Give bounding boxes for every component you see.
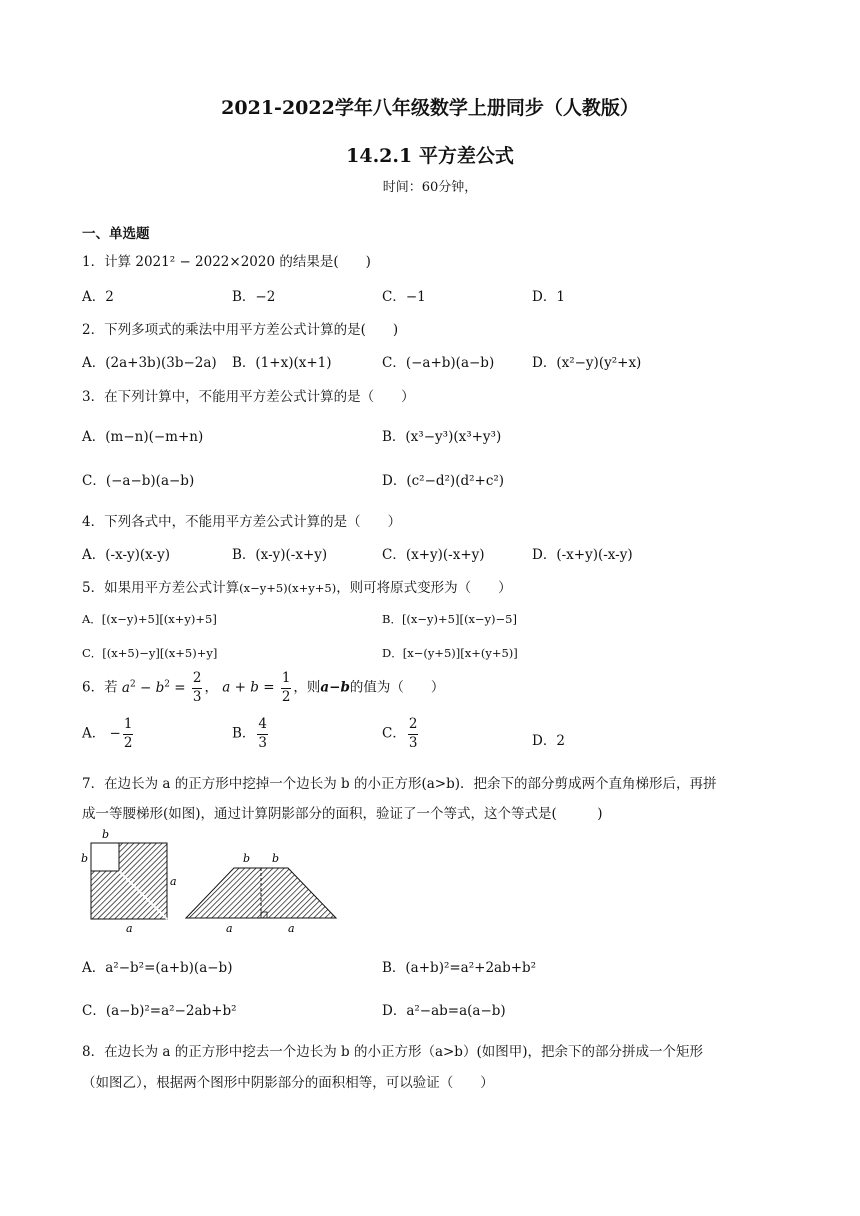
q6-option-a: A． − $\frac{1}{2}$: [82, 716, 133, 751]
question-3-stem: 3．在下列计算中，不能用平方差公式计算的是（ ）: [82, 389, 415, 405]
q6-sep: ，: [204, 679, 218, 696]
q6-eq2: a + b =: [222, 679, 275, 696]
q6-target: a−b: [320, 679, 350, 696]
question-1-stem: 1．计算 2021² − 2022×2020 的结果是( ): [82, 254, 371, 270]
q6-option-c: C． $\frac{2}{3}$: [382, 716, 418, 751]
q2-option-c: C．(−a+b)(a−b): [382, 355, 495, 371]
q4-option-a: A．(-x-y)(x-y): [82, 547, 171, 563]
q6-frac-half: $\frac{1}{2}$: [281, 670, 291, 705]
fig-trap-b2: b: [272, 852, 280, 865]
q2-option-d: D．(x²−y)(y²+x): [532, 355, 642, 371]
q6-option-d: D．2: [532, 733, 565, 749]
q5-option-d: D．[x−(y+5)][x+(y+5)]: [382, 646, 518, 660]
fig-trap-a2: a: [288, 922, 295, 935]
q3-option-c: C．(−a−b)(a−b): [82, 473, 195, 489]
fig-label-a-right: a: [170, 875, 177, 888]
q6-pre: 6．若: [82, 679, 118, 696]
q3-option-d: D．(c²−d²)(d²+c²): [382, 473, 505, 489]
q4-option-b: B．(x-y)(-x+y): [232, 547, 328, 563]
question-5-stem: [82, 576, 512, 596]
fig-label-b-left: b: [81, 852, 89, 865]
question-7-line2: 成一等腰梯形(如图)，通过计算阴影部分的面积，验证了一个等式，这个等式是( ): [82, 806, 603, 822]
q6-option-b: B． $\frac{4}{3}$: [232, 716, 268, 751]
q1-option-d: D．1: [532, 289, 565, 305]
section-heading: 一、单选题: [82, 226, 150, 242]
q1-option-b: B．−2: [232, 289, 276, 305]
q5-stem-expr: (x−y+5)(x+y+5): [239, 581, 337, 595]
q4-option-d: D．(-x+y)(-x-y): [532, 547, 633, 563]
q5-stem-post: ，则可将原式变形为（ ）: [336, 580, 512, 596]
time-limit: 时间：60分钟，: [382, 180, 478, 195]
q5-option-a: A．[(x−y)+5][(x+y)+5]: [82, 612, 217, 626]
q2-option-a: A．(2a+3b)(3b−2a): [82, 355, 217, 371]
q6-then: ，则: [293, 679, 321, 696]
q7-figure: [78, 825, 348, 937]
fig-trap-a1: a: [226, 922, 233, 935]
q6-eq1: $a^2 - b^2$ =: [121, 679, 186, 696]
q1-option-c: C．−1: [382, 289, 426, 305]
worksheet-title: 2021-2022学年八年级数学上册同步（人教版）: [221, 97, 639, 119]
q2-option-b: B．(1+x)(x+1): [232, 355, 332, 371]
lesson-title: 14.2.1 平方差公式: [346, 145, 514, 167]
fig-trap-b1: b: [243, 852, 251, 865]
q7-option-c: C．(a−b)²=a²−2ab+b²: [82, 1003, 237, 1019]
q7-option-d: D．a²−ab=a(a−b): [382, 1003, 506, 1019]
question-2-stem: 2．下列多项式的乘法中用平方差公式计算的是( ): [82, 322, 399, 338]
q1-option-a: A．2: [82, 289, 114, 305]
q6-post: 的值为（ ）: [349, 679, 445, 696]
q3-option-b: B．(x³−y³)(x³+y³): [382, 429, 502, 445]
q3-option-a: A．(m−n)(−m+n): [82, 429, 204, 445]
question-8-line2: （如图乙），根据两个图形中阴影部分的面积相等，可以验证（ ）: [82, 1075, 494, 1091]
question-8-line1: 8．在边长为 a 的正方形中挖去一个边长为 b 的小正方形（a>b）(如图甲)，把余下的部分拼成一个矩形: [82, 1044, 703, 1060]
fig-label-a-bottom: a: [126, 922, 133, 935]
fig-label-b-top: b: [102, 828, 110, 841]
q5-stem-pre: 5．如果用平方差公式计算: [82, 580, 240, 596]
question-7-line1: 7．在边长为 a 的正方形中挖掉一个边长为 b 的小正方形(a>b)．把余下的部分剪成两个直角梯形后，再拼: [82, 776, 717, 792]
question-6-stem: [82, 672, 444, 704]
q6-frac-two-thirds: $\frac{2}{3}$: [192, 670, 202, 705]
question-4-stem: 4．下列各式中，不能用平方差公式计算的是（ ）: [82, 514, 402, 530]
q7-option-b: B．(a+b)²=a²+2ab+b²: [382, 960, 537, 976]
q7-option-a: A．a²−b²=(a+b)(a−b): [82, 960, 233, 976]
q5-option-b: B．[(x−y)+5][(x−y)−5]: [382, 612, 517, 626]
q5-option-c: C．[(x+5)−y][(x+5)+y]: [82, 646, 218, 660]
q4-option-c: C．(x+y)(-x+y): [382, 547, 485, 563]
fig-small-square: [91, 843, 119, 871]
